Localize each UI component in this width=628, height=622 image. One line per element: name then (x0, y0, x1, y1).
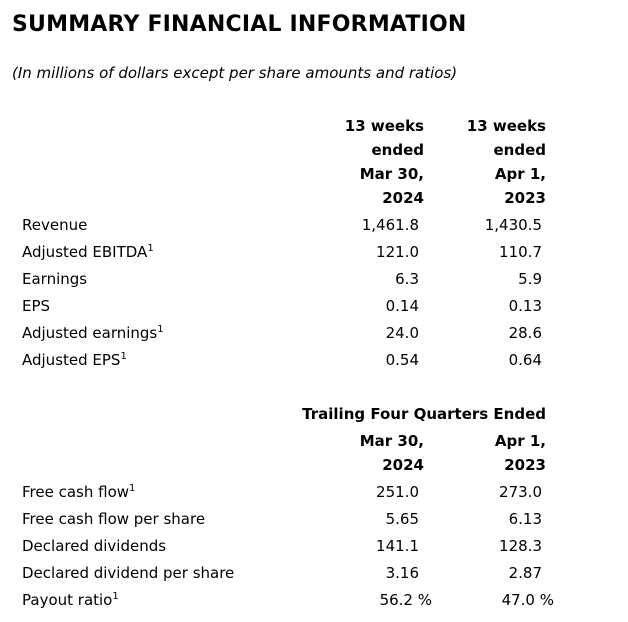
header-line: 2023 (504, 456, 546, 474)
row-value-current: 251.0 (376, 483, 419, 501)
header-line: Apr 1, (494, 432, 546, 450)
row-label: Adjusted EPS (22, 351, 121, 369)
row-label: Declared dividend per share (22, 564, 235, 582)
row-value-prior: 128.3 (499, 537, 542, 555)
header-line: Apr 1, (494, 165, 546, 183)
row-label-wrap (22, 347, 127, 373)
table-row (0, 479, 628, 505)
row-value-prior: 273.0 (499, 483, 542, 501)
table-row (0, 506, 628, 532)
footnote-marker: 1 (112, 591, 119, 602)
row-value-current: 0.14 (385, 297, 419, 315)
row-value-prior: 0.64 (508, 351, 542, 369)
row-value-prior: 47.0 % (501, 591, 554, 609)
row-label: Free cash flow per share (22, 510, 206, 528)
header-line: 13 weeks (466, 117, 546, 135)
row-value-current: 6.3 (395, 270, 419, 288)
row-label-wrap (22, 320, 164, 346)
row-value-current: 1,461.8 (361, 216, 419, 234)
row-label-wrap (22, 479, 135, 505)
table2-col2-header (495, 429, 546, 477)
table-row (0, 560, 628, 586)
table-row (0, 320, 628, 346)
row-value-prior: 0.13 (508, 297, 542, 315)
row-value-prior: 110.7 (499, 243, 542, 261)
table-row (0, 239, 628, 265)
row-value-current: 121.0 (376, 243, 419, 261)
row-value-current: 3.16 (385, 564, 419, 582)
table-row (0, 347, 628, 373)
row-value-current: 24.0 (385, 324, 419, 342)
row-value-prior: 2.87 (508, 564, 542, 582)
header-line: ended (371, 141, 424, 159)
header-line: 2023 (504, 189, 546, 207)
footnote-marker: 1 (147, 243, 154, 254)
row-value-prior: 5.9 (518, 270, 542, 288)
header-line: Trailing Four Quarters Ended (302, 405, 546, 423)
table-row (0, 587, 628, 613)
row-value-current: 56.2 % (379, 591, 432, 609)
row-label: Adjusted earnings (22, 324, 158, 342)
row-label: EPS (22, 297, 51, 315)
table2-span-header (302, 402, 546, 426)
header-line: Mar 30, (359, 432, 424, 450)
header-line: 2024 (382, 456, 424, 474)
table-row (0, 293, 628, 319)
header-line: 2024 (382, 189, 424, 207)
page-title: SUMMARY FINANCIAL INFORMATION (12, 12, 467, 37)
row-label: Revenue (22, 216, 88, 234)
page-subtitle: (In millions of dollars except per share amounts and ratios) (12, 64, 458, 82)
header-line: 13 weeks (344, 117, 424, 135)
header-line: ended (493, 141, 546, 159)
table-row (0, 266, 628, 292)
row-label: Adjusted EBITDA (22, 243, 148, 261)
row-label: Free cash flow (22, 483, 130, 501)
table2-col1-header (360, 429, 424, 477)
row-label-wrap (22, 587, 119, 613)
row-label-wrap (22, 239, 154, 265)
row-value-prior: 28.6 (508, 324, 542, 342)
row-value-prior: 1,430.5 (484, 216, 542, 234)
row-label: Declared dividends (22, 537, 167, 555)
row-value-current: 141.1 (376, 537, 419, 555)
row-value-current: 0.54 (385, 351, 419, 369)
row-value-current: 5.65 (385, 510, 419, 528)
row-label: Payout ratio (22, 591, 113, 609)
footnote-marker: 1 (157, 324, 164, 335)
table-row (0, 533, 628, 559)
footnote-marker: 1 (129, 483, 136, 494)
header-line: Mar 30, (359, 165, 424, 183)
row-label: Earnings (22, 270, 88, 288)
row-value-prior: 6.13 (508, 510, 542, 528)
table1-col2-header (467, 114, 546, 210)
table-row (0, 212, 628, 238)
table1-col1-header (345, 114, 424, 210)
footnote-marker: 1 (120, 351, 127, 362)
